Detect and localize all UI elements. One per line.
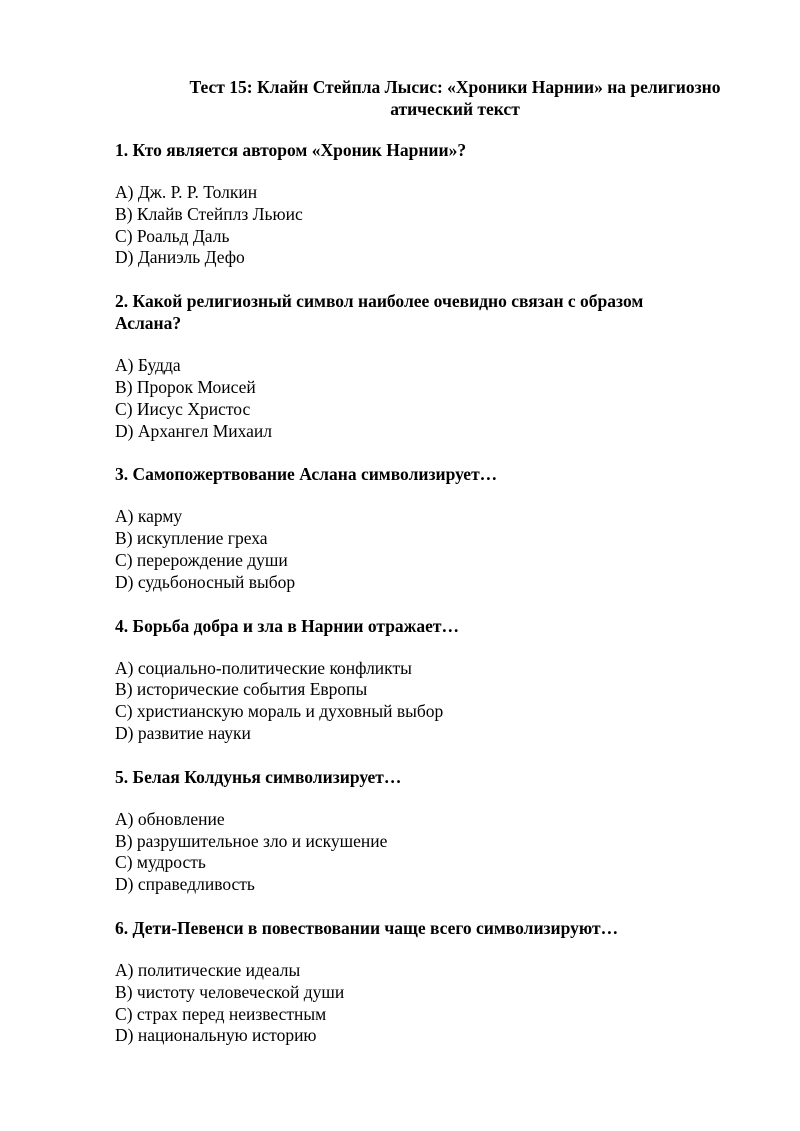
answer-option [115, 506, 735, 528]
option-text: Архангел Михаил [137, 420, 273, 441]
question-block [115, 615, 735, 745]
option-text: политические идеалы [137, 959, 301, 980]
option-letter: D ) [115, 572, 138, 592]
answer-option [115, 658, 735, 680]
answer-option [115, 572, 735, 594]
option-text: Иисус Христос [136, 398, 251, 419]
option-text: развитие науки [137, 722, 251, 743]
answer-option [115, 204, 735, 226]
answer-option [115, 421, 735, 443]
option-text: карму [137, 506, 183, 527]
answer-option [115, 247, 735, 269]
option-letter: D ) [115, 723, 138, 743]
option-letter: A ) [115, 960, 138, 980]
option-letter: C ) [115, 1004, 137, 1024]
answer-option [115, 528, 735, 550]
option-text: социально-политические конфликты [137, 657, 412, 678]
answer-option [115, 874, 735, 896]
option-letter: A ) [115, 658, 138, 678]
option-text: перерождение души [136, 549, 288, 570]
answer-option [115, 723, 735, 745]
question-block [115, 463, 735, 593]
answer-option [115, 355, 735, 377]
answer-option [115, 399, 735, 421]
answer-option [115, 982, 735, 1004]
answer-options [115, 960, 735, 1047]
answer-options [115, 355, 735, 442]
option-text: обновление [137, 808, 225, 829]
option-text: Дж. Р. Р. Толкин [137, 182, 258, 202]
answer-option [115, 701, 735, 723]
option-text: Клайв Стейплз Льюис [136, 203, 303, 224]
answer-option [115, 377, 735, 399]
question-block [115, 290, 735, 442]
question-block [115, 766, 735, 896]
option-letter: C ) [115, 399, 137, 419]
option-text: Будда [137, 355, 181, 376]
option-text: искупление греха [136, 528, 268, 549]
answer-option [115, 679, 735, 701]
option-letter: C ) [115, 852, 137, 872]
question-text: 2. Какой религиозный символ наиболее очевидно связан с образом Аслана? [115, 291, 644, 334]
title-line-2: атический текст [390, 99, 520, 119]
question-text: 5. Белая Колдунья символизирует… [115, 766, 402, 787]
question-list [115, 139, 735, 1068]
answer-option [115, 852, 735, 874]
question-text: 1. Кто является автором «Хроник Нарнии»? [115, 140, 467, 160]
option-text: Даниэль Дефо [137, 247, 245, 268]
title-line-1: Тест 15: Клайн Стейпла Лысис: «Хроники Нарнии» на религиозно [189, 77, 721, 97]
option-text: Роальд Даль [136, 225, 230, 246]
option-text: судьбоносный выбор [137, 571, 296, 592]
option-text: чистоту человеческой души [136, 981, 345, 1002]
answer-options [115, 809, 735, 896]
option-letter: A ) [115, 506, 138, 526]
question-text: 6. Дети-Певенси в повествовании чаще всего символизируют… [115, 917, 619, 938]
option-letter: A ) [115, 809, 138, 829]
option-letter: D ) [115, 247, 138, 267]
option-text: разрушительное зло и искушение [136, 830, 388, 851]
answer-option [115, 1004, 735, 1026]
question-text: 4. Борьба добра и зла в Нарнии отражает… [115, 615, 459, 636]
option-text: национальную историю [137, 1025, 317, 1046]
option-letter: B ) [115, 528, 137, 548]
option-letter: B ) [115, 204, 137, 224]
answer-options [115, 658, 735, 745]
answer-option [115, 226, 735, 248]
option-letter: B ) [115, 982, 137, 1002]
option-letter: C ) [115, 226, 137, 246]
question-block [115, 917, 735, 1047]
option-letter: D ) [115, 1025, 138, 1045]
option-letter: B ) [115, 377, 137, 397]
question-block [115, 139, 735, 269]
option-text: справедливость [137, 874, 255, 895]
answer-option [115, 809, 735, 831]
option-text: христианскую мораль и духовный выбор [136, 701, 444, 722]
option-letter: D ) [115, 874, 138, 894]
option-letter: D ) [115, 421, 138, 441]
answer-options [115, 182, 735, 269]
document-title [100, 76, 800, 120]
option-letter: C ) [115, 550, 137, 570]
option-text: страх перед неизвестным [136, 1003, 327, 1024]
option-letter: A ) [115, 355, 138, 375]
answer-option [115, 1025, 735, 1047]
answer-options [115, 506, 735, 593]
answer-option [115, 831, 735, 853]
question-text: 3. Самопожертвование Аслана символизирует… [115, 464, 498, 485]
answer-option [115, 960, 735, 982]
option-letter: B ) [115, 679, 137, 699]
option-letter: A ) [115, 182, 138, 202]
option-letter: C ) [115, 701, 137, 721]
answer-option [115, 182, 735, 204]
answer-option [115, 550, 735, 572]
option-text: исторические события Европы [136, 679, 368, 700]
option-text: мудрость [136, 852, 206, 873]
option-text: Пророк Моисей [136, 376, 256, 397]
option-letter: B ) [115, 831, 137, 851]
